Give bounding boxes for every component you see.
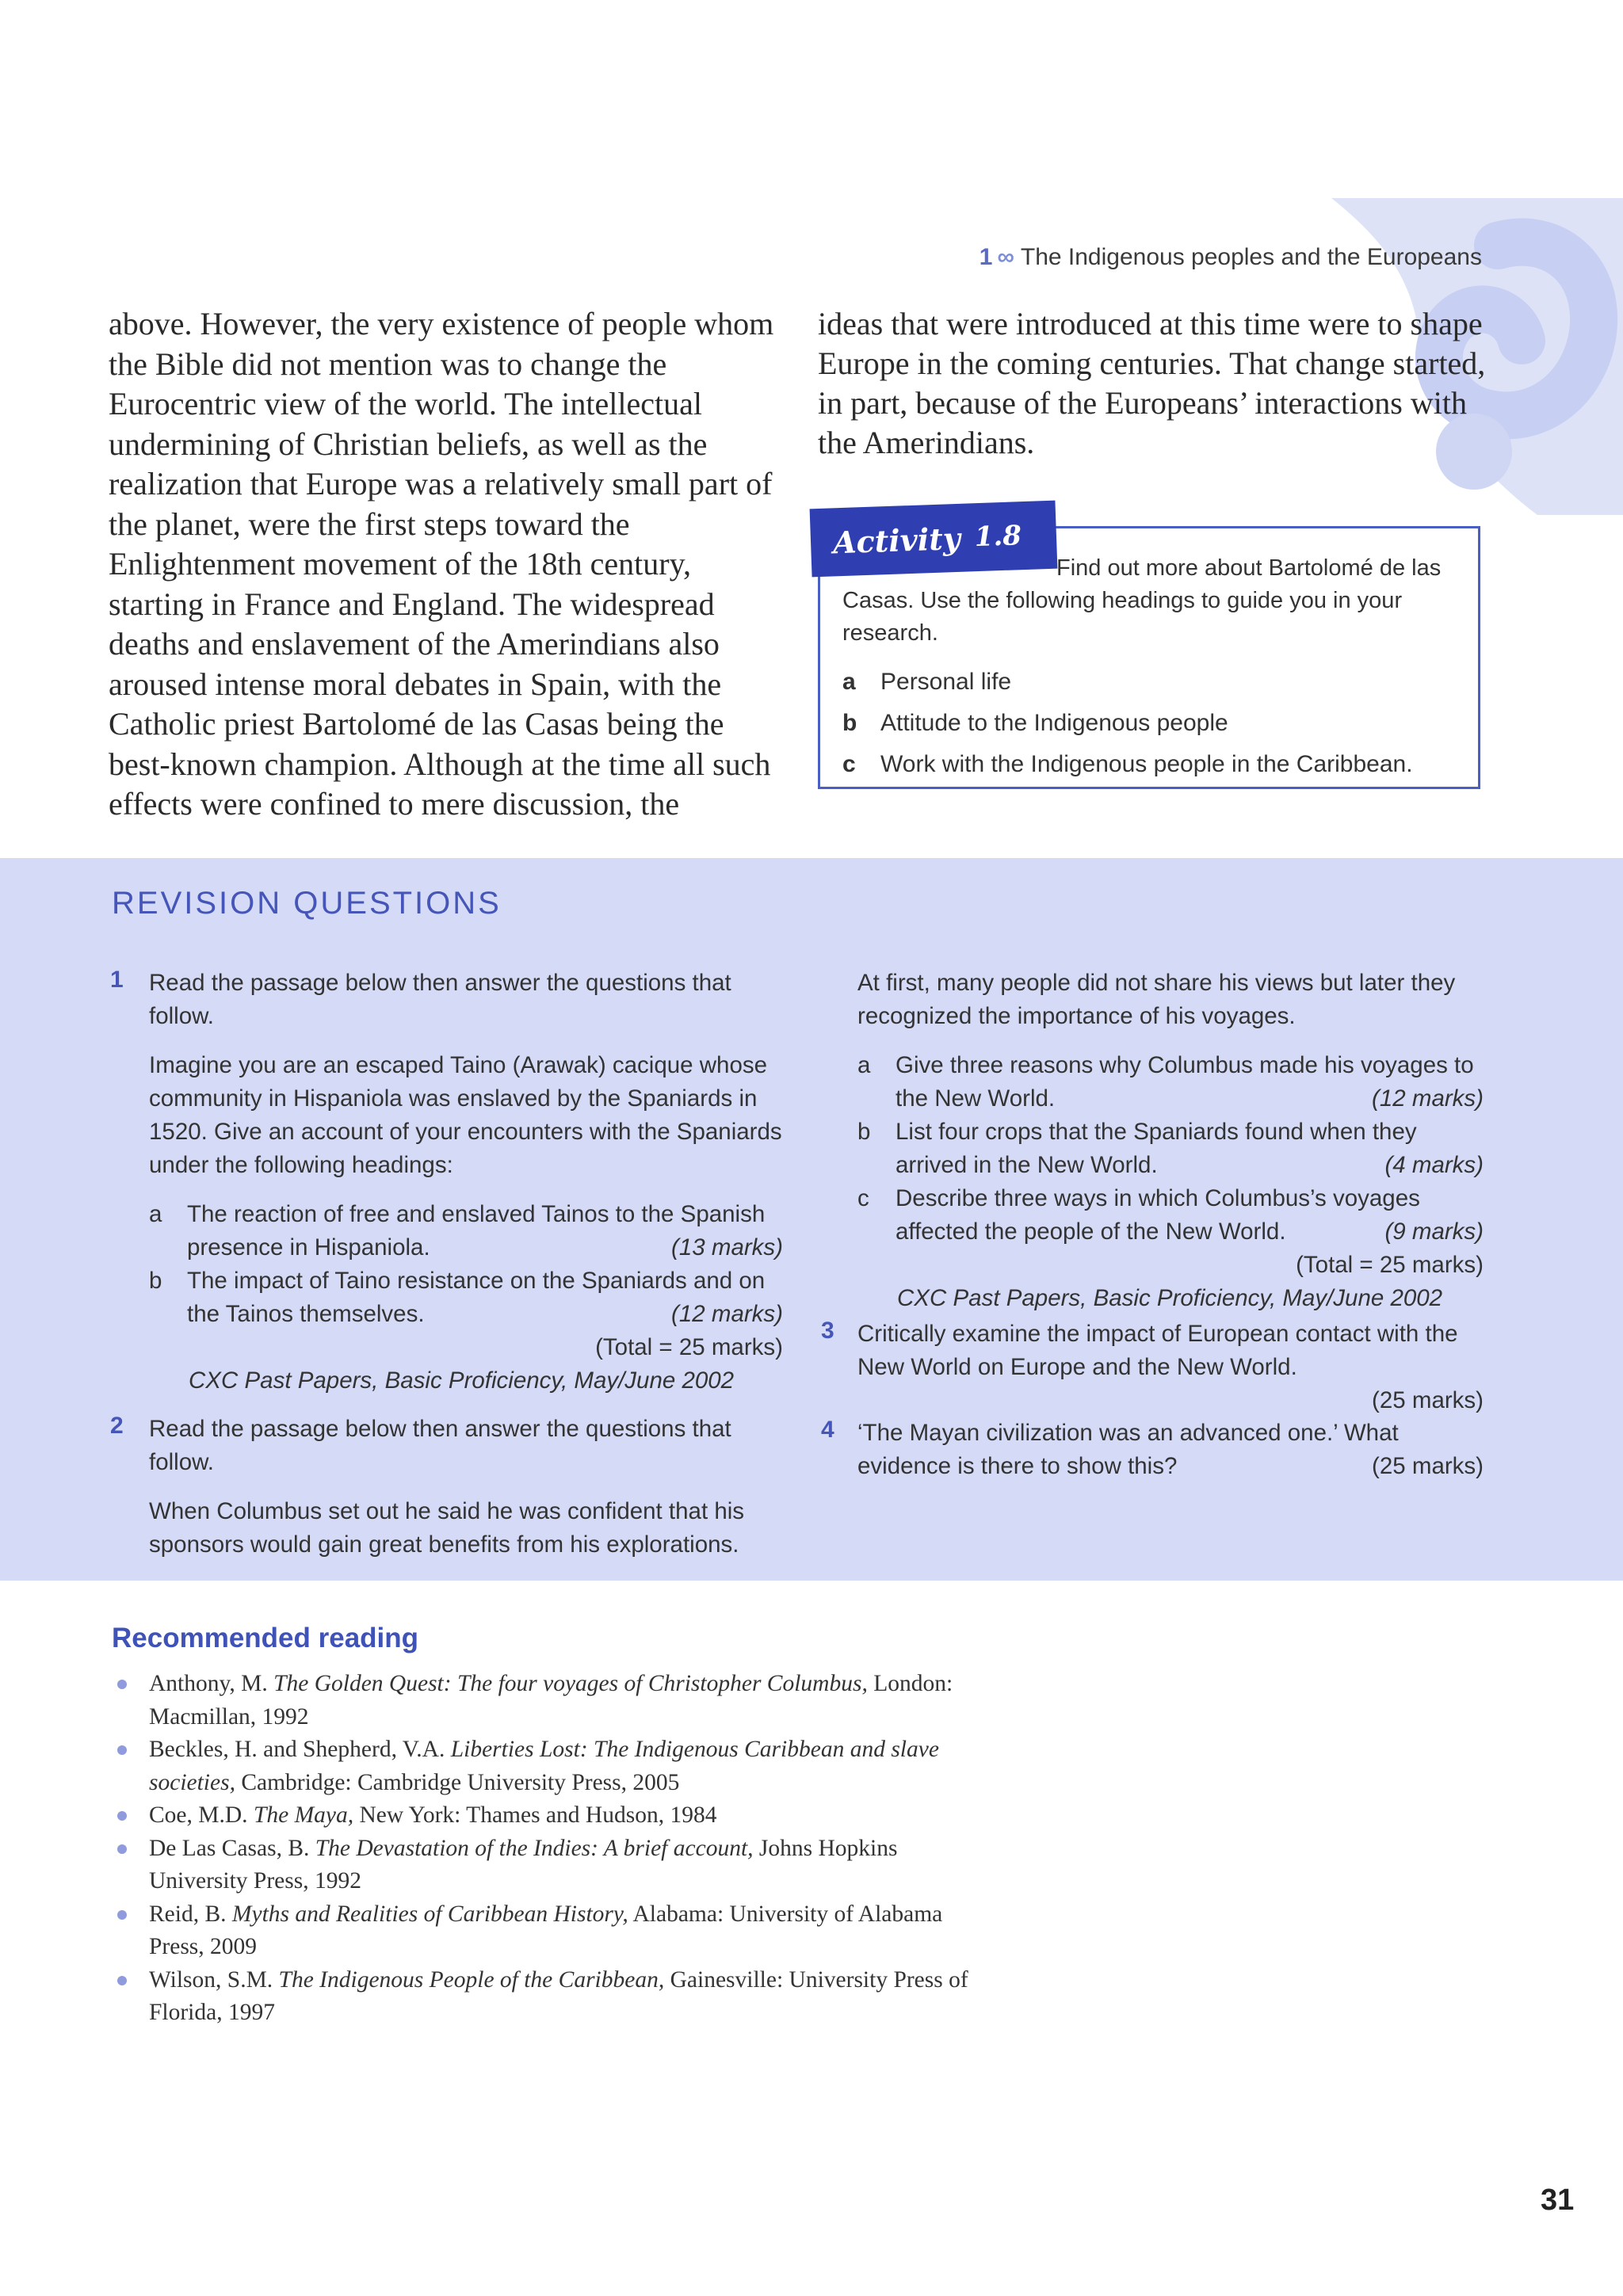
question-number: 4 <box>821 1417 834 1443</box>
question-1 <box>149 967 783 1398</box>
chapter-number: 1 <box>979 244 993 270</box>
chapter-title: The Indigenous peoples and the Europeans <box>1020 244 1482 270</box>
activity-box <box>818 520 1480 789</box>
question-number: 3 <box>821 1318 834 1344</box>
chapter-glyph-icon: ∞ <box>997 244 1014 270</box>
list-item: c Work with the Indigenous people in the Caribbean. <box>842 751 1413 777</box>
question-1-intro: Read the passage below then answer the questions that follow. <box>149 970 731 1029</box>
reading-title: Recommended reading <box>112 1623 419 1653</box>
question-3: Critically examine the impact of European contact with the New World on Europe and the New World. (25 marks) <box>857 1318 1484 1417</box>
question-1-total: (Total = 25 marks) <box>595 1334 783 1360</box>
bullet-icon <box>117 1910 127 1920</box>
list-item: De Las Casas, B. The Devastation of the Indies: A brief account, Johns Hopkins University Press, 1992 <box>119 1833 991 1898</box>
question-2-passage-cont: At first, many people did not share his views but later they recognized the importance of his voyages. <box>857 970 1456 1029</box>
question-2-intro: Read the passage below then answer the questions that follow. <box>149 1416 731 1475</box>
question-2-source: CXC Past Papers, Basic Proficiency, May/June 2002 <box>897 1285 1443 1311</box>
bullet-icon <box>117 1976 127 1985</box>
bullet-icon <box>117 1811 127 1821</box>
question-1-source: CXC Past Papers, Basic Proficiency, May/June 2002 <box>189 1367 735 1394</box>
question-2-parts <box>857 1049 1484 1249</box>
activity-number: 1.8 <box>974 520 1022 554</box>
list-item: a Personal life <box>842 669 1012 695</box>
question-3-marks: (25 marks) <box>1372 1387 1484 1413</box>
bullet-icon <box>117 1680 127 1689</box>
list-item: Reid, B. Myths and Realities of Caribbean History, Alabama: University of Alabama Press, 2009 <box>119 1898 991 1964</box>
bullet-icon <box>117 1844 127 1854</box>
list-item: Beckles, H. and Shepherd, V.A. Liberties Lost: The Indigenous Caribbean and slave societies, Cambridge: Cambridge University Press, 2005 <box>119 1733 991 1799</box>
reading-list <box>119 1668 991 2030</box>
question-1-passage: Imagine you are an escaped Taino (Arawak) cacique whose community in Hispaniola was enslaved by the Spaniards in 1520. Give an account of your encounters with the Spaniards under the following headings: <box>149 1052 782 1178</box>
question-part: b The impact of Taino resistance on the Spaniards and on the Tainos themselves. (12 marks) <box>149 1268 783 1327</box>
running-header <box>951 244 1482 271</box>
question-2 <box>149 1413 783 1562</box>
list-item: Anthony, M. The Golden Quest: The four voyages of Christopher Columbus, London: Macmillan, 1992 <box>119 1668 991 1733</box>
question-2-continued <box>857 967 1484 1315</box>
question-part: c Describe three ways in which Columbus’s voyages affected the people of the New World. (9 marks) <box>857 1185 1484 1245</box>
question-1-parts <box>149 1198 783 1331</box>
question-number: 1 <box>110 967 124 993</box>
question-part: a Give three reasons why Columbus made his voyages to the New World. (12 marks) <box>857 1052 1484 1112</box>
question-part: b List four crops that the Spaniards found when they arrived in the New World. (4 marks) <box>857 1119 1484 1178</box>
revision-title: REVISION QUESTIONS <box>112 886 502 921</box>
body-text-left: above. However, the very existence of people whom the Bible did not mention was to change the Eurocentric view of the world. The intellectual undermining of Christian beliefs, as well as the realization that Europe was a relatively small part of the planet, were the first steps toward the Enlightenment movement of the 18th century, starting in France and England. The widespread deaths and enslavement of the Amerindians also aroused intense moral debates in Spain, with the Catholic priest Bartolomé de las Casas being the best-known champion. Although at the time all such effects were confined to mere discussion, the <box>109 306 774 822</box>
activity-list <box>842 662 1461 785</box>
list-item: b Attitude to the Indigenous people <box>842 710 1228 736</box>
question-part: a The reaction of free and enslaved Tainos to the Spanish presence in Hispaniola. (13 marks) <box>149 1201 783 1261</box>
activity-intro: Find out more about Bartolomé de las Casas. Use the following headings to guide you in your research. <box>842 555 1442 646</box>
body-text-right: ideas that were introduced at this time were to shape Europe in the coming centuries. That change started, in part, because of the Europeans’ interactions with the Amerindians. <box>818 306 1486 460</box>
question-2-total: (Total = 25 marks) <box>1296 1252 1484 1278</box>
activity-label: Activity <box>832 520 961 560</box>
page-number: 31 <box>1541 2183 1575 2217</box>
bullet-icon <box>117 1745 127 1755</box>
question-4: ‘The Mayan civilization was an advanced one.’ What evidence is there to show this? (25 marks) <box>857 1417 1484 1483</box>
question-2-passage: When Columbus set out he said he was confident that his sponsors would gain great benefits from his explorations. <box>149 1498 745 1558</box>
question-4-marks: (25 marks) <box>1372 1453 1484 1479</box>
list-item: Wilson, S.M. The Indigenous People of the Caribbean, Gainesville: University Press of Florida, 1997 <box>119 1964 991 2030</box>
list-item: Coe, M.D. The Maya, New York: Thames and Hudson, 1984 <box>119 1799 991 1833</box>
question-number: 2 <box>110 1413 124 1439</box>
